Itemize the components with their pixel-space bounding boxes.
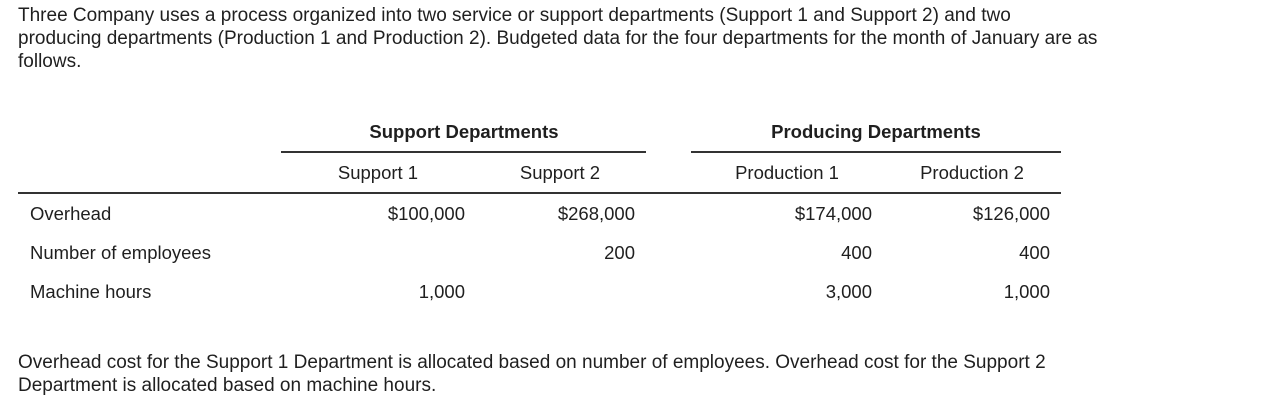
row-label-employees: Number of employees	[30, 242, 211, 263]
row-label-overhead: Overhead	[30, 203, 112, 224]
table-cell: 400	[1019, 242, 1050, 263]
table-cell: 200	[604, 242, 635, 263]
intro-paragraph: Three Company uses a process organized into two service or support departments (Support 1 and Support 2) and two producing departments (Production 1 and Production 2). Budgeted data for the four departments for the month of January are as follows.	[18, 5, 1098, 72]
col-header-support-1: Support 1	[337, 162, 419, 183]
col-header-support-2: Support 2	[519, 162, 601, 183]
header-rule	[18, 192, 1061, 194]
table-cell: $100,000	[387, 203, 465, 224]
table-cell: 1,000	[418, 281, 465, 302]
col-header-production-1: Production 1	[735, 162, 839, 183]
support-group-rule	[281, 151, 646, 153]
producing-group-rule	[691, 151, 1061, 153]
table-cell: $174,000	[794, 203, 872, 224]
table-cell: $268,000	[557, 203, 635, 224]
row-label-machine-hours: Machine hours	[30, 281, 152, 302]
table-cell: 400	[841, 242, 872, 263]
col-header-production-2: Production 2	[920, 162, 1024, 183]
footer-paragraph: Overhead cost for the Support 1 Department is allocated based on number of employees. Overhead cost for the Support 2 Department is allocated based on machine hours.	[18, 352, 1046, 396]
group-header-support: Support Departments	[369, 121, 559, 142]
table-cell: $126,000	[972, 203, 1050, 224]
table-cell: 3,000	[825, 281, 872, 302]
table-cell: 1,000	[1003, 281, 1050, 302]
group-header-producing: Producing Departments	[771, 121, 981, 142]
